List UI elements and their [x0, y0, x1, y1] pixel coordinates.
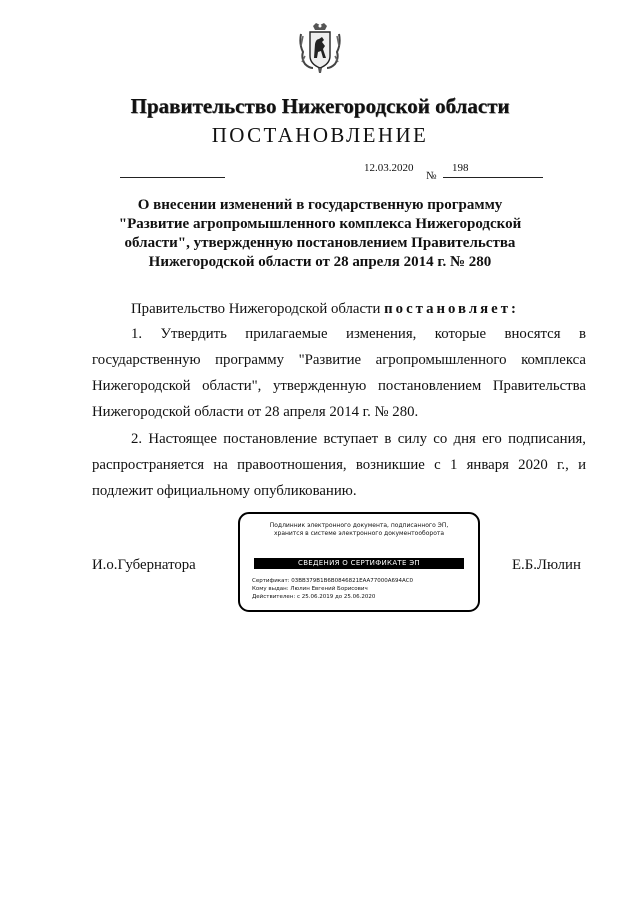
document-number: 198 — [452, 162, 469, 174]
intro-text: Правительство Нижегородской области — [131, 301, 381, 317]
blank-field-line — [120, 177, 225, 178]
electronic-signature-stamp — [238, 512, 480, 612]
decree-verb: постановляет: — [384, 301, 519, 317]
decree-item-2: 2. Настоящее постановление вступает в силу со дня его подписания, распространяется на правоотношения, возникшие с 1 января 2020 г., и подлежит официальному опубликованию. — [92, 431, 586, 499]
coat-of-arms-emblem — [299, 22, 341, 74]
stamp-validity: Действителен: с 25.06.2019 до 25.06.2020 — [252, 594, 376, 600]
signatory-title: И.о.Губернатора — [92, 557, 196, 573]
document-title — [90, 196, 550, 272]
decree-item-1: 1. Утвердить прилагаемые изменения, которые вносятся в государственную программу "Развитие агропромышленного комплекса Нижегородской области", утвержденную постановлением Правительства Нижегородской области от 28 апреля 2014 г. № 280. — [92, 326, 586, 420]
title-line: Нижегородской области от 28 апреля 2014 г. № 280 — [148, 254, 492, 270]
title-line: О внесении изменений в государственную программу — [137, 197, 503, 213]
signatory-name: Е.Б.Люлин — [512, 557, 581, 573]
stamp-certificate: Сертификат: 03BB379B1B6B0846821EAA77000A694AC0 — [252, 578, 414, 584]
document-date: 12.03.2020 — [364, 162, 414, 174]
stamp-details — [252, 577, 413, 601]
decree-intro — [92, 296, 586, 322]
stamp-issued-to: Кому выдан: Люлин Евгений Борисович — [252, 586, 368, 592]
stamp-certificate-bar: СВЕДЕНИЯ О СЕРТИФИКАТЕ ЭП — [254, 558, 464, 569]
number-field-line — [443, 177, 543, 178]
stamp-header-line: хранится в системе электронного документооборота — [273, 530, 445, 537]
stamp-header — [240, 522, 478, 538]
document-type: ПОСТАНОВЛЕНИЕ — [211, 123, 429, 147]
title-line: области", утвержденную постановлением Правительства — [124, 235, 516, 251]
number-sign: № — [426, 170, 437, 182]
stamp-header-line: Подлинник электронного документа, подписанного ЭП, — [269, 522, 449, 529]
government-name: Правительство Нижегородской области — [130, 94, 510, 118]
title-line: "Развитие агропромышленного комплекса Нижегородской — [118, 216, 522, 232]
